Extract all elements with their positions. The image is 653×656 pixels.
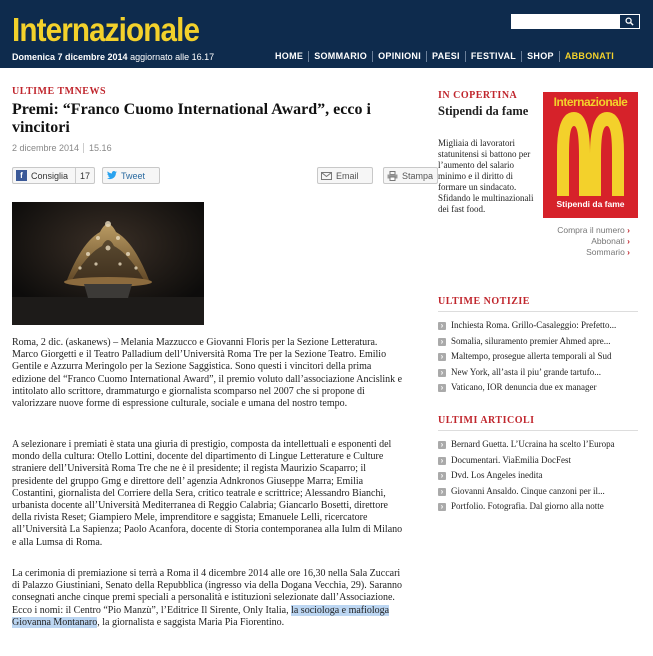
main-nav (270, 48, 619, 64)
cover-masthead: Internazionale (553, 95, 628, 109)
facebook-like-count: 17 (75, 168, 94, 183)
nav-sommario[interactable]: SOMMARIO (308, 51, 372, 62)
article-paragraph-3 (12, 568, 404, 629)
print-label: Stampa (402, 170, 434, 181)
subscribe-link[interactable]: Abbonati › (530, 236, 630, 247)
ultimi-articoli-label[interactable]: ULTIMI ARTICOLI (438, 415, 535, 426)
ultime-notizie-list (438, 318, 638, 396)
email-button[interactable] (317, 167, 373, 184)
tiara-image (12, 202, 204, 325)
news-item[interactable]: › Somalia, siluramento premier Ahmed apre... (438, 334, 638, 350)
site-header (0, 0, 653, 68)
article-title: Premi: “Franco Cuomo International Award”, ecco i vincitori (12, 101, 371, 136)
search-button[interactable] (620, 15, 639, 28)
nav-festival[interactable]: FESTIVAL (465, 51, 521, 62)
divider (438, 430, 638, 431)
article-item[interactable]: › Documentari. ViaEmilia DocFest (438, 453, 638, 469)
envelope-icon (321, 170, 332, 181)
magazine-cover[interactable] (543, 92, 638, 218)
tweet-button[interactable] (102, 167, 160, 184)
selected-text[interactable]: la sociologa e mafiologa Giovanna Montanaro (12, 604, 390, 628)
nav-shop[interactable]: SHOP (521, 51, 559, 62)
article-meta (12, 143, 112, 153)
contents-link[interactable]: Sommario › (530, 247, 630, 258)
article-date: 2 dicembre 2014 (12, 143, 80, 153)
copertina-label[interactable]: IN COPERTINA (438, 90, 518, 101)
article-photo (12, 202, 204, 325)
article-paragraph-1: Roma, 2 dic. (askanews) – Melania Mazzucco e Giovanni Floris per la Sezione Letteratura. Marco Giorgetti e il Teatro Palladium dell’Università Roma Tre per la Sezione Teatro. Emilio Gentile e Azzurra Meringolo per la Sezione Saggistica. Sono questi i vincitori della prima edizione del “Franco Cuomo International Award”, il premio voluto dall’associazione Ancislink e intitolato allo scrittore, drammaturgo e giornalista scomparso nel 2007 che si propone di valorizzare nuove forme di espressione culturale, sociale e umana del nostro tempo. (12, 337, 403, 410)
nav-opinioni[interactable]: OPINIONI (372, 51, 426, 62)
article-section-label[interactable]: ULTIME TMNEWS (12, 86, 107, 97)
facebook-like-label: Consiglia (31, 170, 69, 181)
article-time: 15.16 (83, 143, 112, 153)
twitter-icon (106, 170, 117, 181)
copertina-text: Migliaia di lavoratori statunitensi si battono per l’aumento del salario minimo e il diritto di formare un sindacato. Sfidando le multinazionali dei fast food. (438, 138, 534, 214)
print-button[interactable] (383, 167, 438, 184)
article-paragraph-2: A selezionare i premiati è stata una giuria di prestigio, composta da intellettuali e esponenti del mondo della cultura: Otello Lottini, docente del dipartimento di Lingue Letterature e Culture straniere dell’Università Roma Tre che ne è il presidente; il regista Maurizio Scaparro; il presidente del gruppo Gmg e direttore dell’ agenzia Adnkronos Giuseppe Marra; Emilia Costantini, giornalista del Corriere della Sera, critico teatrale e scrittrice; Alessandro Bianchi, urbanista docente all’Università Mediterranea di Reggio Calabria; Giancarlo Bosetti, direttore della rivista Reset; Giampiero Mele, imprenditore e saggista; Emanuele Lelli, ricercatore all’Università La Sapienza; Paolo Acanfora, docente di Storia contemporanea alla Iulm di Milano e alla Lumsa di Roma. (12, 439, 403, 548)
header-date (12, 52, 214, 62)
cover-caption: Stipendi da fame (556, 199, 625, 209)
cover-links (530, 225, 630, 258)
ultimi-articoli-list (438, 437, 638, 515)
copertina-title[interactable]: Stipendi da fame (438, 104, 529, 118)
ultime-notizie-label[interactable]: ULTIME NOTIZIE (438, 296, 530, 307)
article-item[interactable]: › Dvd. Los Angeles inedita (438, 468, 638, 484)
site-logo[interactable]: Internazionale (12, 11, 200, 48)
date-bold: Domenica 7 dicembre 2014 (12, 52, 128, 62)
search-box (510, 13, 641, 30)
printer-icon (387, 170, 398, 181)
news-item[interactable]: › Maltempo, prosegue allerta temporali al Sud (438, 349, 638, 365)
share-bar (12, 167, 434, 185)
facebook-like-button[interactable] (12, 167, 95, 184)
facebook-icon: f (16, 170, 27, 181)
news-item[interactable]: › New York, all’asta il piu’ grande tartufo... (438, 365, 638, 381)
divider (438, 311, 638, 312)
buy-issue-link[interactable]: Compra il numero › (530, 225, 630, 236)
news-item[interactable]: › Vaticano, IOR denuncia due ex manager (438, 380, 638, 396)
nav-abbonati[interactable]: ABBONATI (559, 51, 619, 62)
news-item[interactable]: › Inchiesta Roma. Grillo-Casaleggio: Prefetto... (438, 318, 638, 334)
paragraph-3-end: , la giornalista e saggista Maria Pia Fiorentino. (97, 616, 285, 628)
email-label: Email (336, 170, 359, 181)
search-input[interactable] (511, 14, 619, 29)
tweet-label: Tweet (121, 170, 146, 181)
article-item[interactable]: › Bernard Guetta. L’Ucraina ha scelto l’Europa (438, 437, 638, 453)
date-updated: aggiornato alle 16.17 (127, 52, 215, 62)
nav-home[interactable]: HOME (275, 50, 304, 61)
nav-paesi[interactable]: PAESI (426, 51, 465, 62)
article-item[interactable]: › Giovanni Ansaldo. Cinque canzoni per il... (438, 484, 638, 500)
article-section-label-wrap (12, 86, 398, 97)
article-item[interactable]: › Portfolio. Fotografia. Dal giorno alla notte (438, 499, 638, 515)
search-icon (625, 17, 634, 26)
paragraph-3-start: La cerimonia di premiazione si terrà a Roma il 4 dicembre 2014 alle ore 16,30 nella Sala Zuccari di Palazzo Giustiniani, Senato della Repubblica (ingresso via della Dogana Vecchia, 29). Saranno consegnati anche cinque premi speciali a personalità e istituzioni selezionate dall’Associazione. Ecco i nomi: il Centro “Pio Manzù”, l’Editrice Il Sirente, Only Italia, (12, 568, 402, 616)
